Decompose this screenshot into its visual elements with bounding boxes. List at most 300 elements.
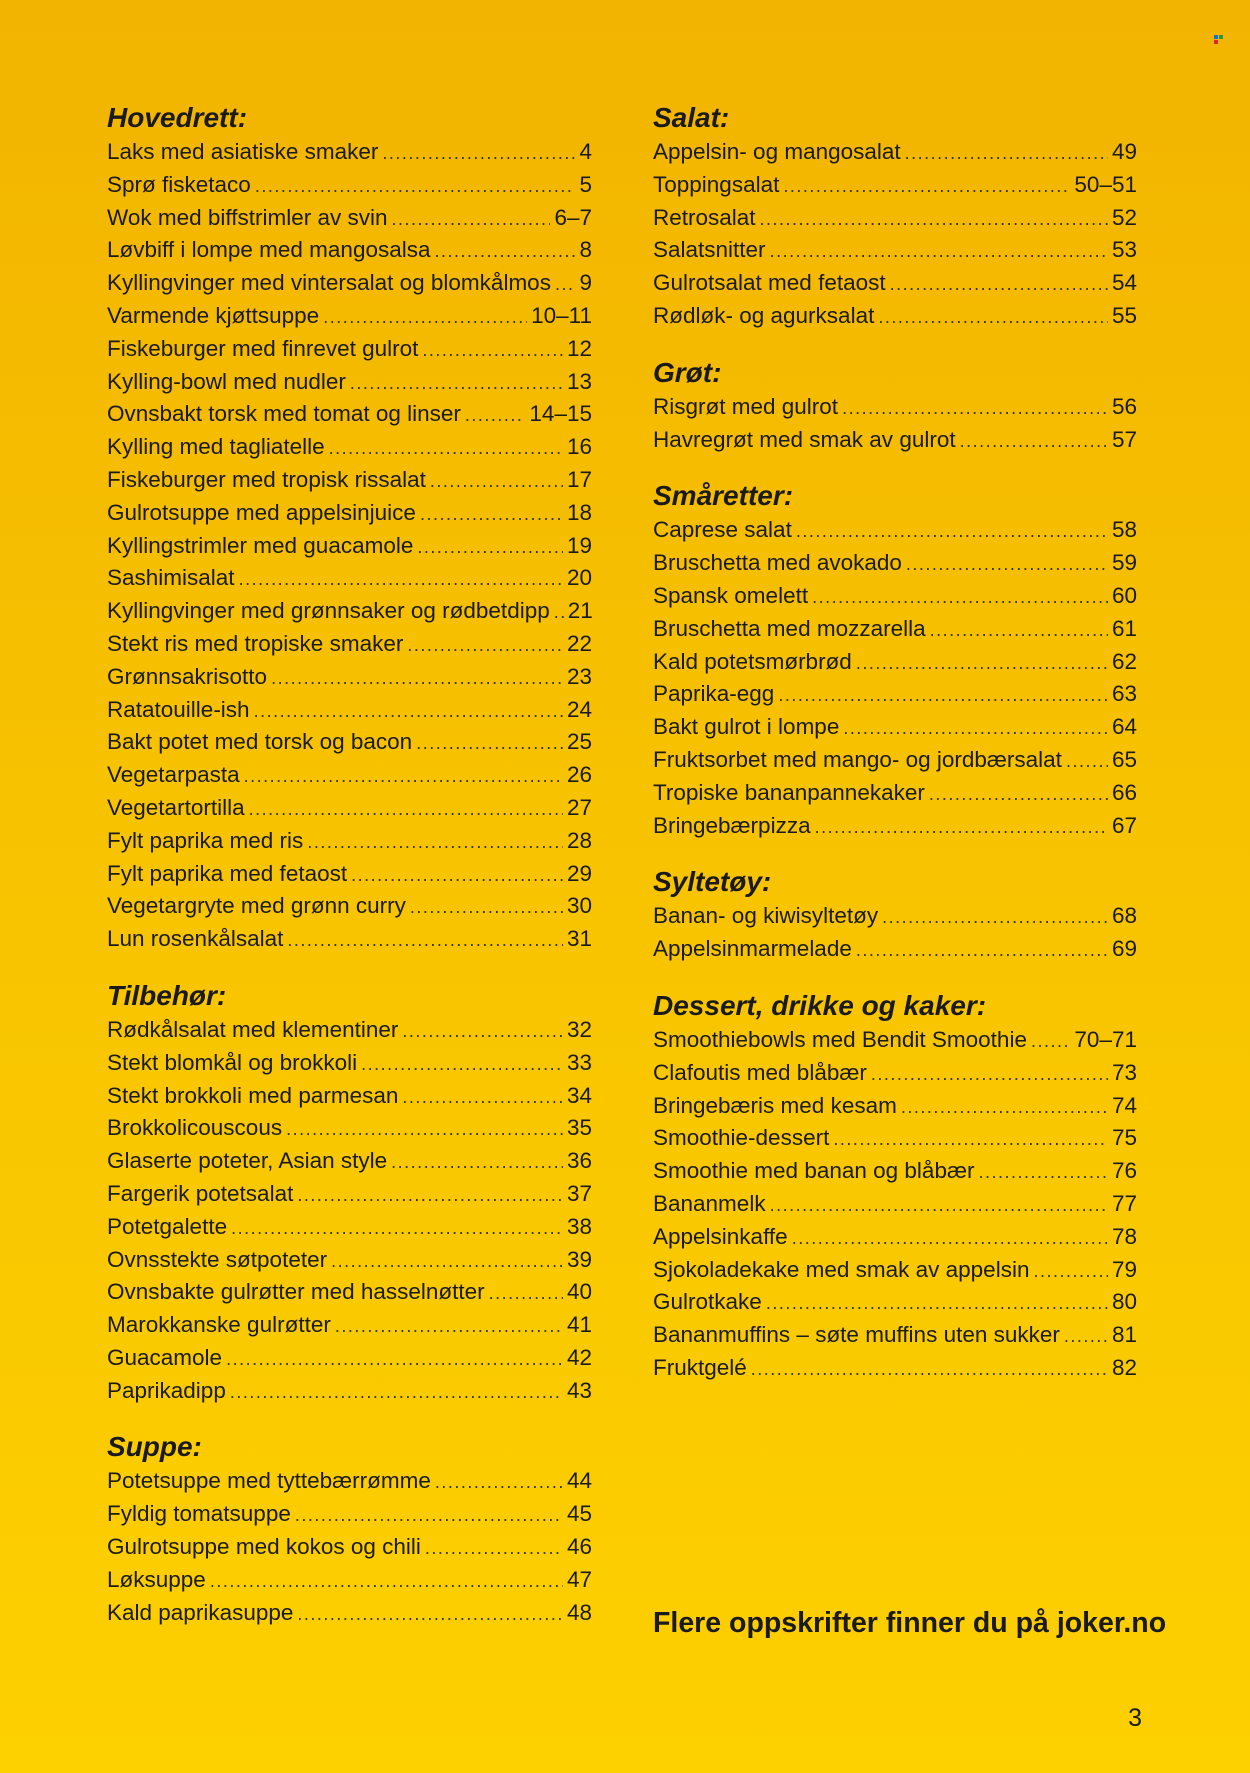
recipe-name: Retrosalat bbox=[653, 204, 756, 230]
page-reference: 69 bbox=[1111, 936, 1137, 962]
toc-entry bbox=[107, 628, 592, 661]
page-reference: 38 bbox=[566, 1213, 592, 1239]
page-reference: 30 bbox=[566, 893, 592, 919]
toc-entry bbox=[107, 792, 592, 825]
page-reference: 12 bbox=[566, 335, 592, 361]
section-title: Tilbehør: bbox=[107, 979, 227, 1011]
toc-entry bbox=[107, 497, 592, 530]
page-reference: 78 bbox=[1111, 1223, 1137, 1249]
page-reference: 25 bbox=[566, 729, 592, 755]
toc-entry bbox=[107, 333, 592, 366]
recipe-name: Laks med asiatiske smaker bbox=[107, 139, 379, 164]
dot-leader bbox=[871, 1058, 1108, 1091]
toc-entry bbox=[107, 464, 592, 497]
recipe-name: Stekt blomkål og brokkoli bbox=[107, 1049, 358, 1075]
toc-entry bbox=[107, 1080, 592, 1113]
page-reference: 73 bbox=[1111, 1059, 1137, 1085]
dot-leader bbox=[287, 924, 563, 957]
dot-leader bbox=[842, 392, 1108, 425]
recipe-name: Fiskeburger med finrevet gulrot bbox=[107, 335, 419, 361]
recipe-name: Sjokoladekake med smak av appelsin bbox=[653, 1256, 1030, 1282]
dot-leader bbox=[295, 1499, 563, 1532]
dot-leader bbox=[239, 563, 563, 596]
page-reference: 37 bbox=[566, 1180, 592, 1206]
recipe-name: Gulrotsuppe med appelsinjuice bbox=[107, 499, 416, 525]
page-reference: 52 bbox=[1111, 204, 1137, 230]
dot-leader bbox=[420, 498, 563, 531]
recipe-name: Glaserte poteter, Asian style bbox=[107, 1148, 388, 1174]
logo-square-3 bbox=[1214, 40, 1218, 44]
toc-entry bbox=[107, 1498, 592, 1531]
recipe-name: Bruschetta med mozzarella bbox=[653, 615, 926, 641]
page-reference: 66 bbox=[1111, 779, 1137, 805]
dot-leader bbox=[978, 1156, 1108, 1189]
dot-leader bbox=[905, 137, 1108, 170]
dot-leader bbox=[402, 1015, 563, 1048]
dot-leader bbox=[417, 531, 563, 564]
recipe-name: Vegetartortilla bbox=[107, 794, 245, 820]
page-reference: 29 bbox=[566, 860, 592, 886]
recipe-name: Kald paprikasuppe bbox=[107, 1599, 294, 1625]
dot-leader bbox=[249, 793, 563, 826]
recipe-name: Fruktsorbet med mango- og jordbærsalat bbox=[653, 746, 1062, 772]
page-reference: 8 bbox=[579, 237, 592, 263]
toc-entry bbox=[653, 514, 1137, 547]
dot-leader bbox=[286, 1113, 563, 1146]
page-reference: 46 bbox=[566, 1534, 592, 1560]
page-reference: 26 bbox=[566, 762, 592, 788]
dot-leader bbox=[254, 695, 563, 728]
dot-leader bbox=[430, 465, 563, 498]
dot-leader bbox=[751, 1353, 1108, 1386]
page-reference: 47 bbox=[566, 1566, 592, 1592]
page-reference: 49 bbox=[1111, 139, 1137, 164]
toc-entry bbox=[653, 1122, 1137, 1155]
dot-leader bbox=[1033, 1255, 1108, 1288]
recipe-name: Paprikadipp bbox=[107, 1377, 226, 1403]
page-reference: 56 bbox=[1111, 393, 1137, 419]
page-reference: 77 bbox=[1111, 1190, 1137, 1216]
page-reference: 14–15 bbox=[529, 401, 592, 427]
page-reference: 36 bbox=[566, 1148, 592, 1174]
page-reference: 39 bbox=[566, 1246, 592, 1272]
page-reference: 32 bbox=[566, 1016, 592, 1042]
recipe-name: Bringebærpizza bbox=[653, 812, 811, 838]
page-reference: 60 bbox=[1111, 582, 1137, 608]
dot-leader bbox=[554, 596, 564, 629]
dot-leader bbox=[297, 1598, 563, 1631]
toc-entry bbox=[107, 923, 592, 956]
dot-leader bbox=[882, 901, 1108, 934]
recipe-name: Appelsinkaffe bbox=[653, 1223, 788, 1249]
recipe-name: Stekt brokkoli med parmesan bbox=[107, 1082, 399, 1108]
recipe-name: Potetgalette bbox=[107, 1213, 228, 1239]
page-reference: 33 bbox=[566, 1049, 592, 1075]
page-reference: 28 bbox=[566, 827, 592, 853]
recipe-name: Banan- og kiwisyltetøy bbox=[653, 903, 879, 929]
recipe-name: Fylt paprika med ris bbox=[107, 827, 304, 853]
toc-section bbox=[653, 355, 1137, 457]
recipe-name: Fargerik potetsalat bbox=[107, 1180, 294, 1206]
dot-leader bbox=[329, 432, 563, 465]
toc-entry bbox=[653, 678, 1137, 711]
dot-leader bbox=[226, 1343, 563, 1376]
page-reference: 23 bbox=[566, 663, 592, 689]
recipe-name: Stekt ris med tropiske smaker bbox=[107, 630, 404, 656]
page-reference: 27 bbox=[566, 794, 592, 820]
dot-leader bbox=[815, 811, 1108, 844]
page-reference: 43 bbox=[566, 1377, 592, 1403]
dot-leader bbox=[407, 629, 563, 662]
logo-square-4 bbox=[1219, 40, 1223, 44]
page-reference: 68 bbox=[1111, 903, 1137, 929]
page-number: 3 bbox=[1128, 1704, 1142, 1732]
page-reference: 79 bbox=[1111, 1256, 1137, 1282]
dot-leader bbox=[391, 1146, 563, 1179]
dot-leader bbox=[1066, 745, 1108, 778]
recipe-name: Guacamole bbox=[107, 1344, 223, 1370]
page-reference: 31 bbox=[566, 926, 592, 952]
toc-entry bbox=[107, 726, 592, 759]
toc-entry bbox=[653, 711, 1137, 744]
dot-leader bbox=[906, 548, 1108, 581]
section-title: Salat: bbox=[653, 102, 730, 133]
toc-entry bbox=[107, 300, 592, 333]
recipe-name: Kyllingvinger med grønnsaker og rødbetdipp bbox=[107, 598, 550, 624]
recipe-name: Tropiske bananpannekaker bbox=[653, 779, 925, 805]
toc-entry bbox=[653, 613, 1137, 646]
toc-entry bbox=[653, 933, 1137, 966]
toc-entry bbox=[653, 300, 1137, 333]
toc-entry bbox=[107, 1211, 592, 1244]
toc-entry bbox=[653, 1188, 1137, 1221]
recipe-name: Vegetarpasta bbox=[107, 762, 240, 788]
toc-entry bbox=[653, 810, 1137, 843]
dot-leader bbox=[323, 301, 527, 334]
toc-entry bbox=[107, 234, 592, 267]
toc-entry bbox=[653, 744, 1137, 777]
dot-leader bbox=[297, 1179, 563, 1212]
recipe-name: Bruschetta med avokado bbox=[653, 550, 902, 576]
dot-leader bbox=[856, 647, 1108, 680]
dot-leader bbox=[410, 891, 563, 924]
page-reference: 64 bbox=[1111, 714, 1137, 740]
dot-leader bbox=[425, 1532, 563, 1565]
toc-entry bbox=[653, 1155, 1137, 1188]
page-reference: 70–71 bbox=[1074, 1026, 1137, 1052]
toc-entry bbox=[653, 777, 1137, 810]
page-reference: 24 bbox=[566, 696, 592, 722]
recipe-name: Vegetargryte med grønn curry bbox=[107, 893, 406, 919]
toc-section bbox=[107, 1429, 592, 1629]
page-reference: 50–51 bbox=[1074, 171, 1137, 197]
page-reference: 54 bbox=[1111, 270, 1137, 296]
recipe-name: Ovnsstekte søtpoteter bbox=[107, 1246, 328, 1272]
toc-section bbox=[653, 478, 1137, 842]
recipe-name: Fyldig tomatsuppe bbox=[107, 1501, 291, 1527]
section-title: Hovedrett: bbox=[107, 102, 248, 133]
toc-entry bbox=[107, 595, 592, 628]
toc-entry bbox=[653, 391, 1137, 424]
dot-leader bbox=[402, 1081, 563, 1114]
recipe-name: Paprika-egg bbox=[653, 681, 775, 707]
dot-leader bbox=[856, 934, 1108, 967]
toc-entry bbox=[107, 1178, 592, 1211]
page-reference: 76 bbox=[1111, 1158, 1137, 1184]
toc-entry bbox=[653, 646, 1137, 679]
toc-entry bbox=[107, 1145, 592, 1178]
recipe-name: Risgrøt med gulrot bbox=[653, 393, 839, 419]
toc-entry bbox=[107, 1597, 592, 1630]
dot-leader bbox=[812, 581, 1108, 614]
recipe-name: Clafoutis med blåbær bbox=[653, 1059, 867, 1085]
dot-leader bbox=[960, 425, 1108, 458]
page-reference: 63 bbox=[1111, 681, 1137, 707]
recipe-name: Ovnsbakt torsk med tomat og linser bbox=[107, 401, 461, 427]
toc-entry bbox=[107, 661, 592, 694]
dot-leader bbox=[244, 760, 563, 793]
recipe-name: Spansk omelett bbox=[653, 582, 809, 608]
recipe-name: Smoothie med banan og blåbær bbox=[653, 1158, 975, 1184]
dot-leader bbox=[930, 614, 1108, 647]
page-reference: 57 bbox=[1111, 426, 1137, 452]
recipe-name: Løksuppe bbox=[107, 1566, 206, 1592]
dot-leader bbox=[382, 137, 575, 170]
toc-entry bbox=[107, 858, 592, 891]
page-reference: 80 bbox=[1111, 1289, 1137, 1315]
toc-entry bbox=[107, 825, 592, 858]
dot-leader bbox=[422, 334, 563, 367]
dot-leader bbox=[392, 203, 551, 236]
page-reference: 40 bbox=[566, 1279, 592, 1305]
toc-entry bbox=[107, 267, 592, 300]
page-reference: 74 bbox=[1111, 1092, 1137, 1118]
dot-leader bbox=[783, 170, 1070, 203]
logo-square-2 bbox=[1219, 35, 1223, 39]
recipe-name: Ratatouille-ish bbox=[107, 696, 250, 722]
recipe-name: Fruktgelé bbox=[653, 1354, 747, 1380]
recipe-name: Kyllingstrimler med guacamole bbox=[107, 532, 414, 558]
page-reference: 75 bbox=[1111, 1125, 1137, 1151]
toc-entry bbox=[653, 136, 1137, 169]
toc-entry bbox=[653, 1057, 1137, 1090]
page-reference: 58 bbox=[1111, 517, 1137, 543]
dot-leader bbox=[1031, 1025, 1070, 1058]
recipe-name: Fylt paprika med fetaost bbox=[107, 860, 348, 886]
page-reference: 22 bbox=[566, 630, 592, 656]
dot-leader bbox=[929, 778, 1108, 811]
toc-entry bbox=[653, 234, 1137, 267]
toc-section bbox=[653, 864, 1137, 966]
toc-entry bbox=[107, 759, 592, 792]
toc-entry bbox=[653, 1221, 1137, 1254]
recipe-name: Kylling med tagliatelle bbox=[107, 434, 325, 460]
page-reference: 44 bbox=[566, 1468, 592, 1494]
dot-leader bbox=[210, 1565, 563, 1598]
recipe-name: Salatsnitter bbox=[653, 237, 766, 263]
recipe-name: Bananmelk bbox=[653, 1190, 766, 1216]
toc-entry bbox=[107, 530, 592, 563]
recipe-name: Smoothiebowls med Bendit Smoothie bbox=[653, 1026, 1027, 1052]
page-reference: 82 bbox=[1111, 1354, 1137, 1380]
toc-entry bbox=[653, 1254, 1137, 1287]
dot-leader bbox=[890, 268, 1108, 301]
recipe-name: Rødløk- og agurksalat bbox=[653, 302, 875, 328]
recipe-name: Bakt potet med torsk og bacon bbox=[107, 729, 413, 755]
page-reference: 65 bbox=[1111, 746, 1137, 772]
toc-entry bbox=[653, 547, 1137, 580]
dot-leader bbox=[335, 1310, 563, 1343]
toc-entry bbox=[107, 1309, 592, 1342]
toc-entry bbox=[107, 1047, 592, 1080]
recipe-name: Grønnsakrisotto bbox=[107, 663, 268, 689]
page-reference: 67 bbox=[1111, 812, 1137, 838]
page-reference: 41 bbox=[566, 1312, 592, 1338]
recipe-name: Caprese salat bbox=[653, 517, 792, 543]
page-reference: 21 bbox=[567, 598, 593, 624]
page-reference: 6–7 bbox=[554, 204, 592, 230]
dot-leader bbox=[770, 235, 1108, 268]
toc-right-column bbox=[653, 100, 1137, 1407]
section-title: Småretter: bbox=[653, 480, 794, 512]
toc-entry bbox=[107, 202, 592, 235]
page-reference: 61 bbox=[1111, 615, 1137, 641]
dot-leader bbox=[435, 235, 576, 268]
page-reference: 59 bbox=[1111, 550, 1137, 576]
dot-leader bbox=[843, 712, 1108, 745]
page-reference: 45 bbox=[566, 1501, 592, 1527]
toc-entry bbox=[107, 1465, 592, 1498]
recipe-name: Bringebæris med kesam bbox=[653, 1092, 897, 1118]
page-reference: 19 bbox=[566, 532, 592, 558]
recipe-name: Fiskeburger med tropisk rissalat bbox=[107, 466, 426, 492]
recipe-name: Smoothie-dessert bbox=[653, 1125, 830, 1151]
toc-entry bbox=[107, 366, 592, 399]
page-reference: 81 bbox=[1111, 1322, 1137, 1348]
toc-entry bbox=[107, 398, 592, 431]
recipe-name: Rødkålsalat med klementiner bbox=[107, 1016, 399, 1042]
toc-entry bbox=[107, 136, 592, 169]
toc-entry bbox=[653, 580, 1137, 613]
toc-entry bbox=[107, 169, 592, 202]
toc-entry bbox=[653, 1024, 1137, 1057]
recipe-name: Varmende kjøttsuppe bbox=[107, 302, 320, 328]
page-reference: 13 bbox=[566, 368, 592, 394]
recipe-name: Kyllingvinger med vintersalat og blomkålmos bbox=[107, 270, 551, 296]
page-reference: 4 bbox=[579, 139, 592, 164]
recipe-name: Potetsuppe med tyttebærrømme bbox=[107, 1468, 431, 1494]
page-reference: 9 bbox=[579, 270, 592, 296]
toc-entry bbox=[653, 424, 1137, 457]
page-reference: 17 bbox=[566, 466, 592, 492]
page-reference: 42 bbox=[566, 1344, 592, 1370]
recipe-name: Kald potetsmørbrød bbox=[653, 648, 852, 674]
page-reference: 55 bbox=[1111, 302, 1137, 328]
page-reference: 53 bbox=[1111, 237, 1137, 263]
dot-leader bbox=[760, 203, 1108, 236]
toc-entry bbox=[107, 1112, 592, 1145]
toc-entry bbox=[107, 431, 592, 464]
dot-leader bbox=[1064, 1320, 1108, 1353]
recipe-name: Løvbiff i lompe med mangosalsa bbox=[107, 237, 431, 263]
section-title: Dessert, drikke og kaker: bbox=[653, 989, 987, 1021]
toc-entry bbox=[107, 890, 592, 923]
page-reference: 10–11 bbox=[531, 302, 592, 328]
footer-more-recipes-text: Flere oppskrifter finner du på joker.no bbox=[653, 1607, 1167, 1639]
toc-entry bbox=[107, 1342, 592, 1375]
recipe-name: Gulrotsuppe med kokos og chili bbox=[107, 1534, 421, 1560]
toc-entry bbox=[107, 1276, 592, 1309]
dot-leader bbox=[230, 1376, 563, 1409]
recipe-name: Kylling-bowl med nudler bbox=[107, 368, 346, 394]
dot-leader bbox=[465, 399, 526, 432]
page-reference: 20 bbox=[566, 565, 592, 591]
toc-entry bbox=[653, 1090, 1137, 1123]
page-reference: 48 bbox=[566, 1599, 592, 1625]
page-reference: 35 bbox=[566, 1115, 592, 1141]
dot-leader bbox=[231, 1212, 563, 1245]
recipe-name: Gulrotsalat med fetaost bbox=[653, 270, 886, 296]
dot-leader bbox=[833, 1123, 1108, 1156]
toc-entry bbox=[107, 1531, 592, 1564]
recipe-name: Appelsinmarmelade bbox=[653, 936, 852, 962]
recipe-name: Sashimisalat bbox=[107, 565, 235, 591]
section-title: Grøt: bbox=[653, 356, 722, 388]
page-reference: 18 bbox=[566, 499, 592, 525]
section-title: Suppe: bbox=[107, 1431, 202, 1463]
recipe-name: Lun rosenkålsalat bbox=[107, 926, 284, 952]
dot-leader bbox=[555, 268, 576, 301]
dot-leader bbox=[351, 859, 563, 892]
recipe-name: Brokkolicouscous bbox=[107, 1115, 283, 1141]
brand-logo-icon bbox=[1214, 35, 1223, 44]
dot-leader bbox=[255, 170, 576, 203]
recipe-name: Ovnsbakte gulrøtter med hasselnøtter bbox=[107, 1279, 485, 1305]
recipe-name: Marokkanske gulrøtter bbox=[107, 1312, 331, 1338]
dot-leader bbox=[796, 515, 1108, 548]
recipe-name: Gulrotkake bbox=[653, 1289, 762, 1315]
page-reference: 5 bbox=[579, 171, 592, 197]
toc-entry bbox=[653, 202, 1137, 235]
dot-leader bbox=[901, 1091, 1108, 1124]
page-reference: 16 bbox=[566, 434, 592, 460]
dot-leader bbox=[331, 1245, 563, 1278]
dot-leader bbox=[770, 1189, 1108, 1222]
page-reference: 34 bbox=[566, 1082, 592, 1108]
recipe-name: Appelsin- og mangosalat bbox=[653, 139, 901, 164]
toc-entry bbox=[107, 694, 592, 727]
dot-leader bbox=[878, 301, 1108, 334]
toc-entry bbox=[107, 1375, 592, 1408]
dot-leader bbox=[350, 367, 563, 400]
section-title: Syltetøy: bbox=[653, 866, 772, 898]
recipe-name: Wok med biffstrimler av svin bbox=[107, 204, 388, 230]
toc-entry bbox=[653, 1319, 1137, 1352]
toc-left-column bbox=[107, 100, 592, 1651]
toc-entry bbox=[653, 900, 1137, 933]
dot-leader bbox=[416, 727, 563, 760]
recipe-name: Bananmuffins – søte muffins uten sukker bbox=[653, 1322, 1060, 1348]
recipe-name: Bakt gulrot i lompe bbox=[653, 714, 840, 740]
toc-entry bbox=[653, 267, 1137, 300]
toc-entry bbox=[107, 1244, 592, 1277]
toc-entry bbox=[653, 169, 1137, 202]
dot-leader bbox=[271, 662, 563, 695]
recipe-name: Havregrøt med smak av gulrot bbox=[653, 426, 956, 452]
toc-entry bbox=[653, 1352, 1137, 1385]
dot-leader bbox=[489, 1277, 563, 1310]
dot-leader bbox=[361, 1048, 563, 1081]
